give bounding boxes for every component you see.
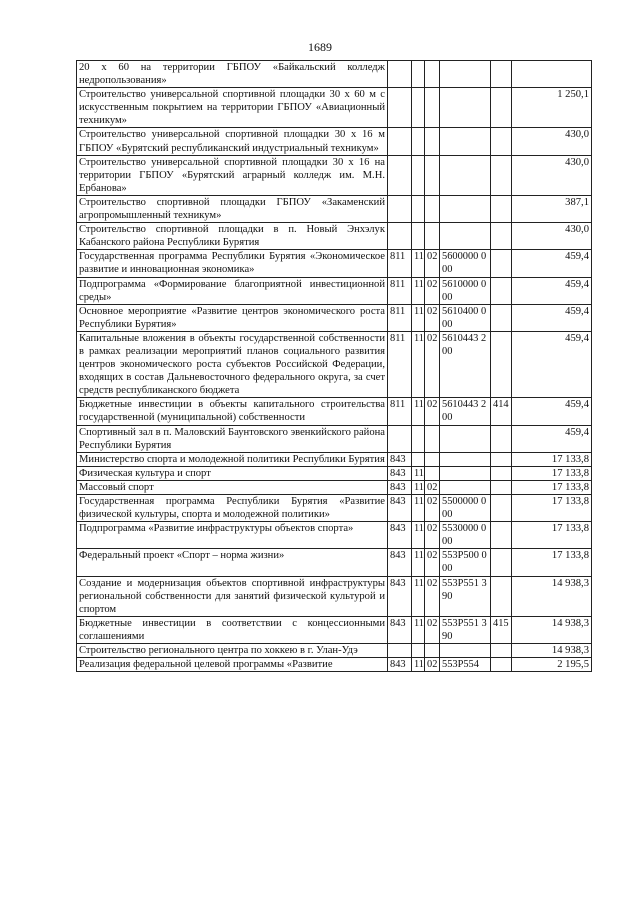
admin-code-cell: 811 <box>388 250 412 277</box>
section-code-cell <box>412 61 425 88</box>
table-row <box>77 658 592 672</box>
subsection-code-cell: 02 <box>425 522 440 549</box>
subsection-code-cell <box>425 452 440 466</box>
subsection-code-cell: 02 <box>425 616 440 643</box>
subsection-code-cell: 02 <box>425 331 440 397</box>
section-code-cell <box>412 223 425 250</box>
amount-cell: 430,0 <box>512 128 592 155</box>
admin-code-cell: 811 <box>388 398 412 425</box>
table-row <box>77 522 592 549</box>
target-item-cell: 553P500 000 <box>440 549 491 576</box>
table-row <box>77 425 592 452</box>
amount-cell: 387,1 <box>512 195 592 222</box>
admin-code-cell <box>388 88 412 128</box>
amount-cell: 17 133,8 <box>512 452 592 466</box>
target-item-cell <box>440 466 491 480</box>
target-item-cell: 5610443 200 <box>440 331 491 397</box>
table-row <box>77 576 592 616</box>
item-name-cell: Спортивный зал в п. Маловский Баунтовского эвенкийского района Республики Бурятия <box>77 425 388 452</box>
admin-code-cell <box>388 128 412 155</box>
subsection-code-cell: 02 <box>425 480 440 494</box>
section-code-cell: 11 <box>412 304 425 331</box>
section-code-cell <box>412 425 425 452</box>
subsection-code-cell <box>425 223 440 250</box>
amount-cell: 17 133,8 <box>512 549 592 576</box>
subsection-code-cell: 02 <box>425 549 440 576</box>
item-name-cell: Капитальные вложения в объекты государственной собственности в рамках реализации мероприятий планов социального развития центров экономического роста субъектов Российской Федерации, входящих в состав Дальневосточного федерального округа, за счет средств республиканского бюджета <box>77 331 388 397</box>
expense-type-cell <box>491 195 512 222</box>
item-name-cell: Строительство спортивной площадки ГБПОУ «Закаменский агропромышленный техникум» <box>77 195 388 222</box>
table-row <box>77 61 592 88</box>
admin-code-cell <box>388 223 412 250</box>
amount-cell <box>512 61 592 88</box>
admin-code-cell: 843 <box>388 616 412 643</box>
expense-type-cell <box>491 522 512 549</box>
amount-cell: 459,4 <box>512 277 592 304</box>
section-code-cell: 11 <box>412 466 425 480</box>
item-name-cell: Строительство универсальной спортивной площадки 30 х 60 м с искусственным покрытием на территории ГБПОУ «Авиационный техникум» <box>77 88 388 128</box>
table-row <box>77 304 592 331</box>
section-code-cell: 11 <box>412 480 425 494</box>
item-name-cell: Создание и модернизация объектов спортивной инфраструктуры региональной собственности для занятий физической культурой и спортом <box>77 576 388 616</box>
admin-code-cell <box>388 425 412 452</box>
target-item-cell <box>440 195 491 222</box>
table-row <box>77 277 592 304</box>
target-item-cell: 553P554 <box>440 658 491 672</box>
table-row <box>77 250 592 277</box>
item-name-cell: Бюджетные инвестиции в объекты капитального строительства государственной (муниципальной) собственности <box>77 398 388 425</box>
admin-code-cell: 843 <box>388 576 412 616</box>
expense-type-cell <box>491 549 512 576</box>
table-row <box>77 616 592 643</box>
amount-cell: 430,0 <box>512 223 592 250</box>
item-name-cell: Строительство регионального центра по хоккею в г. Улан-Удэ <box>77 644 388 658</box>
target-item-cell: 5530000 000 <box>440 522 491 549</box>
admin-code-cell <box>388 155 412 195</box>
item-name-cell: Государственная программа Республики Бурятия «Развитие физической культуры, спорта и молодежной политики» <box>77 495 388 522</box>
section-code-cell: 11 <box>412 250 425 277</box>
target-item-cell <box>440 223 491 250</box>
item-name-cell: 20 х 60 на территории ГБПОУ «Байкальский колледж недропользования» <box>77 61 388 88</box>
subsection-code-cell <box>425 128 440 155</box>
item-name-cell: Реализация федеральной целевой программы «Развитие <box>77 658 388 672</box>
item-name-cell: Федеральный проект «Спорт – норма жизни» <box>77 549 388 576</box>
subsection-code-cell <box>425 644 440 658</box>
section-code-cell <box>412 155 425 195</box>
subsection-code-cell: 02 <box>425 277 440 304</box>
expense-type-cell <box>491 277 512 304</box>
table-row <box>77 88 592 128</box>
admin-code-cell: 811 <box>388 331 412 397</box>
expense-type-cell <box>491 576 512 616</box>
expense-type-cell <box>491 128 512 155</box>
item-name-cell: Строительство спортивной площадки в п. Новый Энхэлук Кабанского района Республики Бурятия <box>77 223 388 250</box>
section-code-cell <box>412 128 425 155</box>
section-code-cell: 11 <box>412 616 425 643</box>
section-code-cell: 11 <box>412 522 425 549</box>
subsection-code-cell: 02 <box>425 250 440 277</box>
amount-cell: 17 133,8 <box>512 495 592 522</box>
expense-type-cell <box>491 495 512 522</box>
target-item-cell <box>440 425 491 452</box>
table-row <box>77 480 592 494</box>
expense-type-cell <box>491 480 512 494</box>
admin-code-cell: 811 <box>388 277 412 304</box>
item-name-cell: Основное мероприятие «Развитие центров экономического роста Республики Бурятия» <box>77 304 388 331</box>
section-code-cell: 11 <box>412 398 425 425</box>
admin-code-cell: 843 <box>388 452 412 466</box>
expense-type-cell <box>491 452 512 466</box>
target-item-cell: 553P551 390 <box>440 616 491 643</box>
target-item-cell: 5610400 000 <box>440 304 491 331</box>
subsection-code-cell <box>425 61 440 88</box>
budget-table <box>76 60 592 672</box>
section-code-cell: 11 <box>412 576 425 616</box>
admin-code-cell: 843 <box>388 549 412 576</box>
amount-cell: 2 195,5 <box>512 658 592 672</box>
expense-type-cell <box>491 304 512 331</box>
target-item-cell <box>440 128 491 155</box>
expense-type-cell <box>491 223 512 250</box>
subsection-code-cell <box>425 88 440 128</box>
amount-cell: 17 133,8 <box>512 522 592 549</box>
admin-code-cell: 843 <box>388 658 412 672</box>
expense-type-cell <box>491 644 512 658</box>
amount-cell: 459,4 <box>512 250 592 277</box>
expense-type-cell: 415 <box>491 616 512 643</box>
item-name-cell: Физическая культура и спорт <box>77 466 388 480</box>
item-name-cell: Массовый спорт <box>77 480 388 494</box>
expense-type-cell <box>491 61 512 88</box>
expense-type-cell <box>491 250 512 277</box>
table-row <box>77 495 592 522</box>
subsection-code-cell <box>425 425 440 452</box>
target-item-cell: 553P551 390 <box>440 576 491 616</box>
section-code-cell <box>412 195 425 222</box>
admin-code-cell: 843 <box>388 522 412 549</box>
amount-cell: 459,4 <box>512 425 592 452</box>
section-code-cell: 11 <box>412 549 425 576</box>
section-code-cell <box>412 452 425 466</box>
amount-cell: 14 938,3 <box>512 576 592 616</box>
target-item-cell <box>440 61 491 88</box>
subsection-code-cell: 02 <box>425 304 440 331</box>
expense-type-cell <box>491 658 512 672</box>
expense-type-cell <box>491 155 512 195</box>
item-name-cell: Подпрограмма «Формирование благоприятной инвестиционной среды» <box>77 277 388 304</box>
subsection-code-cell: 02 <box>425 398 440 425</box>
table-row <box>77 223 592 250</box>
table-row <box>77 155 592 195</box>
amount-cell: 1 250,1 <box>512 88 592 128</box>
amount-cell: 459,4 <box>512 304 592 331</box>
amount-cell: 14 938,3 <box>512 616 592 643</box>
admin-code-cell: 811 <box>388 304 412 331</box>
target-item-cell <box>440 644 491 658</box>
section-code-cell: 11 <box>412 331 425 397</box>
subsection-code-cell: 02 <box>425 576 440 616</box>
section-code-cell <box>412 88 425 128</box>
section-code-cell: 11 <box>412 495 425 522</box>
table-row <box>77 466 592 480</box>
expense-type-cell <box>491 331 512 397</box>
section-code-cell: 11 <box>412 658 425 672</box>
subsection-code-cell: 02 <box>425 495 440 522</box>
expense-type-cell <box>491 425 512 452</box>
item-name-cell: Строительство универсальной спортивной площадки 30 х 16 м ГБПОУ «Бурятский республиканский индустриальный техникум» <box>77 128 388 155</box>
admin-code-cell <box>388 644 412 658</box>
target-item-cell: 5500000 000 <box>440 495 491 522</box>
admin-code-cell <box>388 195 412 222</box>
admin-code-cell: 843 <box>388 495 412 522</box>
amount-cell: 430,0 <box>512 155 592 195</box>
table-row <box>77 644 592 658</box>
admin-code-cell: 843 <box>388 466 412 480</box>
table-row <box>77 128 592 155</box>
item-name-cell: Бюджетные инвестиции в соответствии с концессионными соглашениями <box>77 616 388 643</box>
subsection-code-cell <box>425 155 440 195</box>
target-item-cell: 5610000 000 <box>440 277 491 304</box>
amount-cell: 17 133,8 <box>512 466 592 480</box>
item-name-cell: Министерство спорта и молодежной политики Республики Бурятия <box>77 452 388 466</box>
admin-code-cell: 843 <box>388 480 412 494</box>
table-row <box>77 331 592 397</box>
item-name-cell: Подпрограмма «Развитие инфраструктуры объектов спорта» <box>77 522 388 549</box>
item-name-cell: Государственная программа Республики Бурятия «Экономическое развитие и инновационная экономика» <box>77 250 388 277</box>
subsection-code-cell: 02 <box>425 658 440 672</box>
amount-cell: 17 133,8 <box>512 480 592 494</box>
budget-table-body <box>77 61 592 672</box>
target-item-cell <box>440 452 491 466</box>
expense-type-cell: 414 <box>491 398 512 425</box>
table-row <box>77 549 592 576</box>
expense-type-cell <box>491 88 512 128</box>
target-item-cell <box>440 88 491 128</box>
expense-type-cell <box>491 466 512 480</box>
target-item-cell <box>440 155 491 195</box>
item-name-cell: Строительство универсальной спортивной площадки 30 х 16 на территории ГБПОУ «Бурятский аграрный колледж им. М.Н. Ербанова» <box>77 155 388 195</box>
target-item-cell <box>440 480 491 494</box>
subsection-code-cell <box>425 195 440 222</box>
page-number: 1689 <box>308 40 332 54</box>
amount-cell: 14 938,3 <box>512 644 592 658</box>
subsection-code-cell <box>425 466 440 480</box>
section-code-cell: 11 <box>412 277 425 304</box>
table-row <box>77 195 592 222</box>
admin-code-cell <box>388 61 412 88</box>
target-item-cell: 5610443 200 <box>440 398 491 425</box>
table-row <box>77 452 592 466</box>
amount-cell: 459,4 <box>512 331 592 397</box>
table-row <box>77 398 592 425</box>
target-item-cell: 5600000 000 <box>440 250 491 277</box>
section-code-cell <box>412 644 425 658</box>
amount-cell: 459,4 <box>512 398 592 425</box>
